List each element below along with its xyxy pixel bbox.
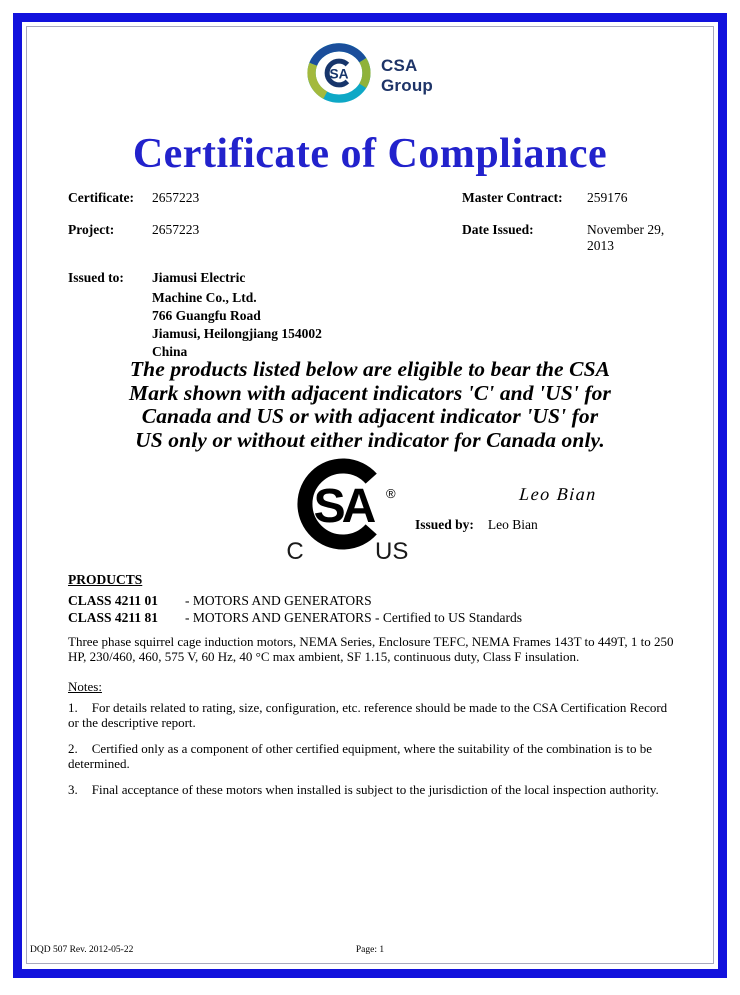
info-row-certificate [68,190,680,206]
info-row-issued-to [68,270,680,286]
note-number: 3. [68,782,78,797]
notes-list [68,701,680,810]
product-description: Three phase squirrel cage induction motors, NEMA Series, Enclosure TEFC, NEMA Frames 143T to 449T, 1 to 250 HP, 230/460, 460, 575 V, 60 Hz, 40 °C max ambient, SF 1.15, continuous duty, Class F insulation. [68,634,674,664]
note-item [68,783,680,798]
footer-document-id: DQD 507 Rev. 2012-05-22 [30,945,134,955]
note-item [68,701,680,730]
signature-script: Leo Bian [518,484,598,504]
csa-cus-mark-icon [283,458,418,568]
date-issued-label: Date Issued: [462,222,534,237]
csa-group-wordmark [381,56,433,95]
class-code: CLASS 4211 01 [68,593,159,608]
issued-by-row [415,517,538,533]
note-number: 2. [68,741,78,756]
note-item [68,742,680,771]
project-label: Project: [68,222,115,237]
registered-symbol: ® [386,486,396,501]
certificate-label: Certificate: [68,190,134,205]
products-heading: PRODUCTS [68,572,143,587]
statement-line: Mark shown with adjacent indicators 'C' and 'US' for [129,380,611,405]
certificate-info [68,190,680,361]
address-line: Machine Co., Ltd. [152,290,257,305]
logo-monogram: SA [329,66,349,82]
page-footer [30,945,710,955]
statement-line: Canada and US or with adjacent indicator 'US' for [141,404,599,428]
info-row-project [68,222,680,254]
issued-to-address [152,289,680,361]
footer-page-number: Page: 1 [355,945,385,955]
issued-by-value: Leo Bian [487,517,538,532]
mark-monogram: SA [313,480,373,533]
date-issued-value: November 29, 2013 [587,222,665,253]
master-contract-label: Master Contract: [462,190,563,205]
logo-word-group: Group [381,75,433,95]
note-number: 1. [68,700,78,715]
statement-line: US only or without either indicator for Canada only. [135,427,605,452]
certificate-value: 2657223 [152,190,200,205]
note-text: For details related to rating, size, configuration, etc. reference should be made to the CSA Certification Record or the descriptive report. [68,700,668,730]
address-line: Jiamusi, Heilongjiang 154002 [152,326,322,341]
mark-c-indicator: C [286,538,304,563]
issued-by-label: Issued by: [415,517,474,532]
mark-us-indicator: US [375,538,409,563]
class-description: - MOTORS AND GENERATORS [185,593,372,608]
address-line: 766 Guangfu Road [152,308,261,323]
issued-to-label: Issued to: [68,270,124,285]
page-title: Certificate of Compliance [132,131,608,177]
csa-group-globe-icon [307,42,371,109]
product-class-row [68,592,680,609]
master-contract-value: 259176 [587,190,628,205]
address-line: China [152,344,188,359]
statement-line: The products listed below are eligible to bear the CSA [129,357,611,381]
logo-word-csa: CSA [381,55,418,75]
csa-group-logo [0,42,740,109]
eligibility-statement [0,358,740,452]
class-description: - MOTORS AND GENERATORS - Certified to US Standards [185,610,523,625]
notes-heading: Notes: [68,679,102,694]
product-class-row [68,609,680,626]
issued-to-name: Jiamusi Electric [152,270,246,285]
note-text: Certified only as a component of other certified equipment, where the suitability of the combination is to be determined. [68,741,653,771]
product-class-list [68,592,680,626]
class-code: CLASS 4211 81 [68,610,159,625]
project-value: 2657223 [152,222,200,237]
note-text: Final acceptance of these motors when installed is subject to the jurisdiction of the local inspection authority. [91,782,659,797]
